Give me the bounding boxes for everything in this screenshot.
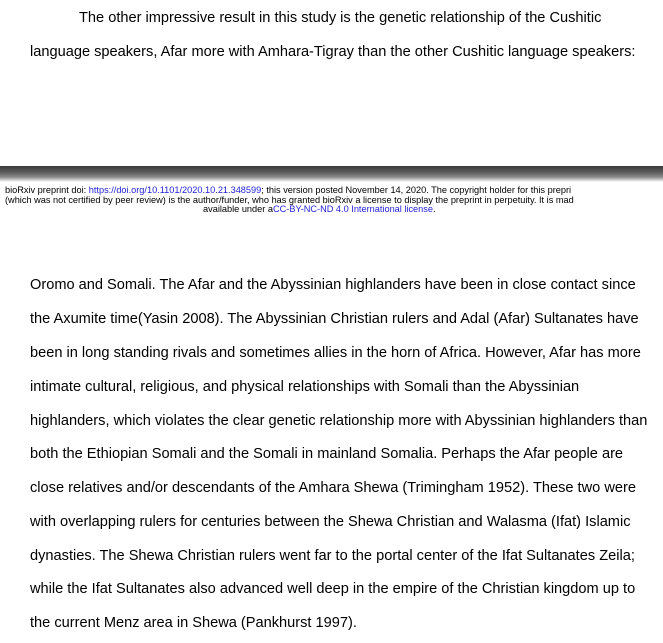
text-line: intimate cultural, religious, and physical relationships with Somali than the Abyssinian — [30, 379, 580, 395]
text-line: been in long standing rivals and sometimes allies in the horn of Africa. However, Afar has more — [30, 345, 641, 361]
notice-line-3 — [203, 205, 436, 215]
text-line: highlanders, which violates the clear genetic relationship more with Abyssinian highlanders than — [30, 413, 648, 429]
text-line: language speakers, Afar more with Amhara-Tigray than the other Cushitic language speakers: — [30, 44, 636, 60]
text-line: Oromo and Somali. The Afar and the Abyssinian highlanders have been in close contact since — [30, 277, 636, 293]
text-line: close relatives and/or descendants of the Amhara Shewa (Trimingham 1952). These two were — [30, 480, 636, 496]
notice-text: available under a — [203, 204, 273, 214]
notice-text: . — [432, 204, 436, 214]
text-line: the Axumite time(Yasin 2008). The Abyssinian Christian rulers and Adal (Afar) Sultanates have — [30, 311, 639, 327]
notice-line-2: (which was not certified by peer review) is the author/funder, who has granted bioRxiv a license to display the preprint in perpetuity. It is mad — [5, 194, 574, 205]
license-link[interactable]: CC-BY-NC-ND 4.0 International license — [272, 204, 433, 214]
doi-link[interactable]: https://doi.org/10.1101/2020.10.21.348599 — [88, 185, 262, 195]
page-divider — [0, 166, 663, 182]
text-line: dynasties. The Shewa Christian rulers went far to the portal center of the Ifat Sultanates Zeila; — [30, 548, 635, 564]
text-line: while the Ifat Sultanates also advanced well deep in the empire of the Christian kingdom up to — [30, 581, 636, 597]
text-line: with overlapping rulers for centuries between the Shewa Christian and Walasma (Ifat) Islamic — [30, 514, 631, 530]
notice-text: ; this version posted November 14, 2020. The copyright holder for this prepri — [261, 185, 572, 195]
previous-page — [0, 0, 663, 166]
text-line: both the Ethiopian Somali and the Somali in mainland Somalia. Perhaps the Afar people are — [30, 446, 624, 462]
text-line: the current Menz area in Shewa (Pankhurst 1997). — [30, 615, 357, 631]
text-line: The other impressive result in this study is the genetic relationship of the Cushitic — [79, 10, 602, 26]
notice-text: bioRxiv preprint doi: — [5, 185, 89, 195]
